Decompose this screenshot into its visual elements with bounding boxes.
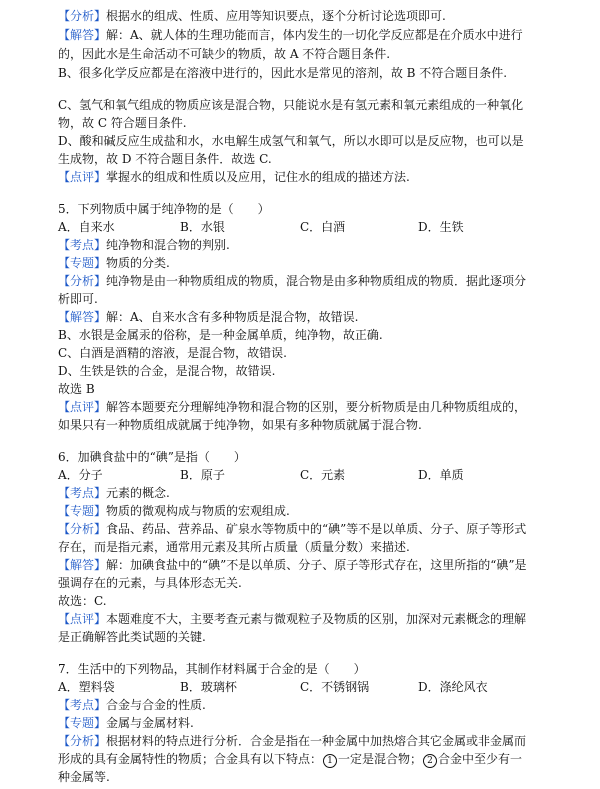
q6-analysis-cont: 存在，而是指元素，通常用元素及其所占质量（质量分数）来描述. bbox=[58, 539, 410, 554]
q5-answer-line: B、水银是金属汞的俗称，是一种金属单质，纯净物，故正确. bbox=[58, 327, 383, 342]
topic-tag: 【专题】 bbox=[58, 715, 107, 730]
answer-tag: 【解答】 bbox=[58, 558, 107, 573]
q7-analysis-cont: 形成的具有金属特性的物质；合金具有以下特点： 1 一定是混合物； 2 合金中至少有一 bbox=[58, 751, 523, 766]
q7-option-a: A．塑料袋 bbox=[58, 679, 115, 694]
analysis-tag: 【分析】 bbox=[58, 733, 107, 748]
q5-analysis-cont: 析即可. bbox=[58, 291, 98, 306]
q6-title: 6．加碘食盐中的“碘”是指（ ） bbox=[58, 449, 246, 464]
q5-answer-line: D、生铁是铁的合金，是混合物，故错误. bbox=[58, 364, 276, 379]
q5-analysis: 【分析】纯净物是由一种物质组成的物质，混合物是由多种物质组成的物质．据此逐项分 bbox=[58, 273, 527, 288]
q7-point: 【考点】合金与合金的性质. bbox=[58, 697, 206, 712]
circled-number-1: 1 bbox=[323, 754, 337, 768]
s0-answer-line: 的，因此水是生命活动不可缺少的物质，故 A 不符合题目条件. bbox=[58, 46, 391, 61]
q6-point: 【考点】元素的概念. bbox=[58, 485, 170, 500]
s0-option-c-line: C、氢气和氧气组成的物质应该是混合物，只能说水是有氢元素和氧元素组成的一种氧化 bbox=[58, 97, 524, 112]
q5-comment-cont: 如果只有一种物质组成就属于纯净物，如果有多种物质就属于混合物. bbox=[58, 418, 422, 433]
q7-analysis: 【分析】根据材料的特点进行分析．合金是指在一种金属中加热熔合其它金属或非金属而 bbox=[58, 733, 527, 748]
q6-options bbox=[58, 467, 578, 483]
comment-tag: 【点评】 bbox=[58, 612, 107, 627]
q6-comment-cont: 是正确解答此类试题的关键. bbox=[58, 630, 206, 645]
q7-option-d: D．涤纶风衣 bbox=[418, 679, 488, 694]
q5-topic: 【专题】物质的分类. bbox=[58, 255, 170, 270]
q5-options bbox=[58, 219, 578, 235]
q6-answer: 【解答】解：加碘食盐中的“碘”不是以单质、分子、原子等形式存在，这里所指的“碘”是 bbox=[58, 558, 527, 573]
q6-topic: 【专题】物质的微观构成与物质的宏观组成. bbox=[58, 503, 290, 518]
q5-option-c: C．白酒 bbox=[300, 219, 346, 234]
analysis-tag: 【分析】 bbox=[58, 8, 107, 23]
q5-answer-line: C、白酒是酒精的溶液，是混合物，故错误. bbox=[58, 346, 287, 361]
point-tag: 【考点】 bbox=[58, 237, 107, 252]
q7-title: 7．生活中的下列物品，其制作材料属于合金的是（ ） bbox=[58, 661, 366, 676]
s0-answer-line: 【解答】解：A、就人体的生理功能而言，体内发生的一切化学反应都是在介质水中进行 bbox=[58, 27, 523, 42]
q5-choice: 故选 B bbox=[58, 382, 95, 397]
s0-option-d-line: D、酸和碱反应生成盐和水，水电解生成氢气和氧气，所以水即可以是反应物，也可以是 bbox=[58, 134, 524, 149]
q6-choice: 故选：C. bbox=[58, 594, 107, 609]
point-tag: 【考点】 bbox=[58, 485, 107, 500]
q5-option-b: B．水银 bbox=[180, 219, 225, 234]
answer-tag: 【解答】 bbox=[58, 309, 107, 324]
circled-number-2: 2 bbox=[423, 754, 437, 768]
q7-options bbox=[58, 679, 578, 695]
q5-option-d: D．生铁 bbox=[418, 219, 464, 234]
s0-answer-line: B、很多化学反应都是在溶液中进行的，因此水是常见的溶剂，故 B 不符合题目条件. bbox=[58, 65, 508, 80]
q7-option-b: B．玻璃杯 bbox=[180, 679, 237, 694]
q6-comment: 【点评】本题难度不大，主要考查元素与微观粒子及物质的区别，加深对元素概念的理解 bbox=[58, 612, 527, 627]
q5-option-a: A．自来水 bbox=[58, 219, 115, 234]
q6-analysis: 【分析】食品、药品、营养品、矿泉水等物质中的“碘”等不是以单质、分子、原子等形式 bbox=[58, 521, 527, 536]
comment-tag: 【点评】 bbox=[58, 170, 107, 185]
q7-option-c: C．不锈钢锅 bbox=[300, 679, 370, 694]
topic-tag: 【专题】 bbox=[58, 255, 107, 270]
q7-analysis-end: 种金属等. bbox=[58, 770, 110, 784]
analysis-tag: 【分析】 bbox=[58, 521, 107, 536]
s0-option-c-line: 物，故 C 符合题目条件. bbox=[58, 116, 187, 131]
s0-comment: 【点评】掌握水的组成和性质以及应用，记住水的组成的描述方法. bbox=[58, 170, 410, 185]
analysis-tag: 【分析】 bbox=[58, 273, 107, 288]
topic-tag: 【专题】 bbox=[58, 503, 107, 518]
q6-option-d: D．单质 bbox=[418, 467, 464, 482]
q7-topic: 【专题】金属与金属材料. bbox=[58, 715, 194, 730]
q5-title: 5．下列物质中属于纯净物的是（ ） bbox=[58, 201, 270, 216]
s0-analysis: 【分析】根据水的组成、性质、应用等知识要点，逐个分析讨论选项即可. bbox=[58, 8, 446, 23]
s0-option-d-line: 生成物，故 D 不符合题目条件．故选 C. bbox=[58, 152, 272, 167]
q5-comment: 【点评】解答本题要充分理解纯净物和混合物的区别，要分析物质是由几种物质组成的， bbox=[58, 400, 527, 415]
point-tag: 【考点】 bbox=[58, 697, 107, 712]
q5-answer: 【解答】解：A、自来水含有多种物质是混合物，故错误. bbox=[58, 309, 359, 324]
q6-option-c: C．元素 bbox=[300, 467, 346, 482]
q5-point: 【考点】纯净物和混合物的判别. bbox=[58, 237, 230, 252]
q6-option-a: A．分子 bbox=[58, 467, 103, 482]
answer-tag: 【解答】 bbox=[58, 27, 107, 42]
q6-answer-cont: 强调存在的元素，与具体形态无关. bbox=[58, 576, 242, 591]
comment-tag: 【点评】 bbox=[58, 400, 107, 415]
q6-option-b: B．原子 bbox=[180, 467, 225, 482]
